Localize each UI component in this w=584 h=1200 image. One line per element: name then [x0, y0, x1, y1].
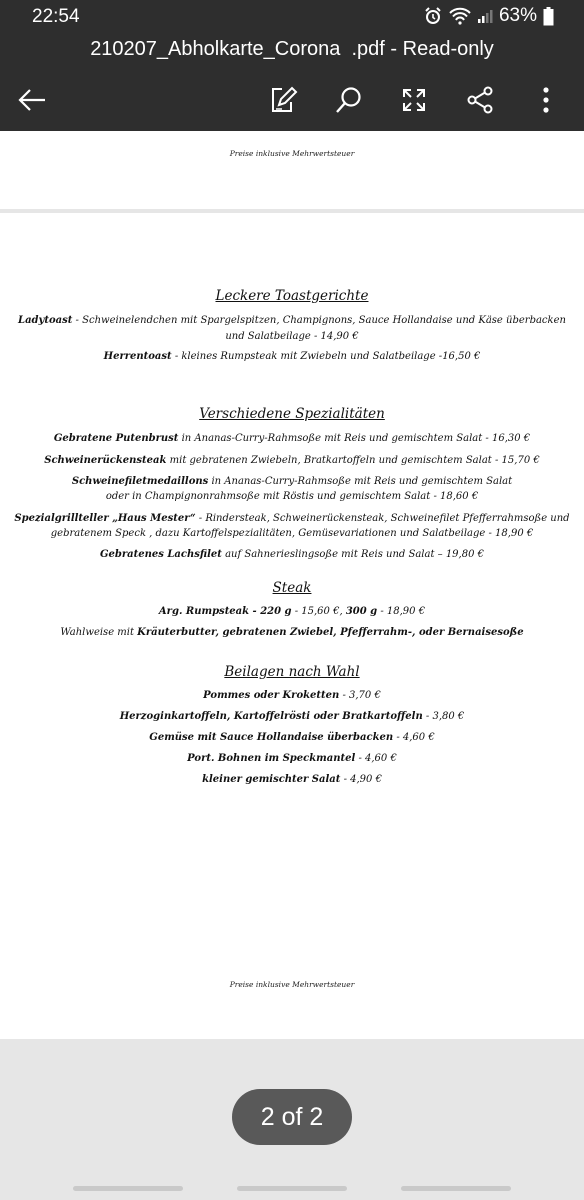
menu-item: Ladytoast - Schweinelendchen mit Spargelspitzen, Champignons, Sauce Hollandaise und Käse überbacken [18, 315, 566, 326]
wifi-icon [449, 7, 471, 25]
page1-footer: Preise inklusive Mehrwertsteuer [229, 149, 355, 158]
pen-edit-icon [268, 85, 298, 115]
search-icon [335, 86, 363, 114]
nav-home-button[interactable] [237, 1186, 347, 1191]
search-button[interactable] [331, 82, 367, 118]
menu-item: Arg. Rumpsteak - 220 g - 15,60 €, 300 g - 18,90 € [158, 606, 426, 617]
status-icons [423, 5, 554, 27]
menu-item: Gemüse mit Sauce Hollandaise überbacken - 4,60 € [149, 732, 435, 743]
menu-item: Pommes oder Kroketten - 3,70 € [203, 690, 381, 701]
app-bar [0, 34, 584, 131]
more-options-button[interactable] [528, 82, 564, 118]
menu-item: Herzoginkartoffeln, Kartoffelrösti oder Bratkartoffeln - 3,80 € [119, 711, 465, 722]
back-arrow-icon [17, 88, 47, 112]
edit-button[interactable] [265, 82, 301, 118]
battery-percent: 63% [498, 5, 537, 26]
menu-item: kleiner gemischter Salat - 4,90 € [202, 774, 382, 785]
nav-back-button[interactable] [401, 1186, 511, 1191]
status-bar [0, 0, 584, 34]
menu-item: Herrentoast - kleines Rumpsteak mit Zwiebeln und Salatbeilage -16,50 € [103, 351, 481, 362]
alarm-icon [423, 6, 443, 26]
menu-item: Schweinefiletmedaillons in Ananas-Curry-Rahmsoße mit Reis und gemischtem Salat [71, 476, 513, 487]
more-vertical-icon [542, 87, 550, 113]
section-heading-special: Verschiedene Spezialitäten [199, 406, 385, 422]
section-heading-sides: Beilagen nach Wahl [224, 664, 360, 680]
status-time: 22:54 [32, 6, 80, 27]
menu-item-cont: oder in Champignonrahmsoße mit Röstis und gemischtem Salat - 18,60 € [105, 491, 479, 502]
pdf-page-1 [0, 131, 584, 209]
menu-item: Wahlweise mit Kräuterbutter, gebratenen Zwiebel, Pfefferrahm-, oder Bernaisesoße [60, 627, 524, 638]
expand-arrows-icon [401, 87, 427, 113]
share-button[interactable] [462, 82, 498, 118]
fit-screen-button[interactable] [396, 82, 432, 118]
section-heading-toast: Leckere Toastgerichte [215, 288, 369, 304]
navigation-bar [0, 1160, 584, 1200]
signal-icon [477, 8, 493, 24]
menu-item: Schweinerückensteak mit gebratenen Zwiebeln, Bratkartoffeln und gemischtem Salat - 15,70 € [44, 455, 540, 466]
document-title: 210207_Abholkarte_Corona .pdf - Read-only [90, 38, 494, 60]
menu-item-cont: gebratenem Speck , dazu Kartoffelspezialitäten, Gemüsevariationen und Salatbeilage - 18,90 € [50, 528, 534, 539]
menu-item: Gebratenes Lachsfilet auf Sahnerieslingsoße mit Reis und Salat – 19,80 € [99, 549, 484, 560]
page-indicator: 2 of 2 [232, 1089, 352, 1145]
menu-item-cont: und Salatbeilage - 14,90 € [225, 331, 359, 342]
page2-footer: Preise inklusive Mehrwertsteuer [229, 980, 355, 989]
back-button[interactable] [14, 82, 50, 118]
menu-item: Spezialgrillteller „Haus Mester“ - Rindersteak, Schweinerückensteak, Schweinefilet Pfefferrahmsoße und [14, 513, 570, 524]
pdf-page-2 [0, 213, 584, 1039]
section-heading-steak: Steak [272, 580, 312, 596]
nav-recents-button[interactable] [73, 1186, 183, 1191]
menu-item: Gebratene Putenbrust in Ananas-Curry-Rahmsoße mit Reis und gemischtem Salat - 16,30 € [53, 433, 531, 444]
battery-icon [543, 7, 554, 26]
menu-item: Port. Bohnen im Speckmantel - 4,60 € [187, 753, 397, 764]
share-icon [466, 86, 494, 114]
